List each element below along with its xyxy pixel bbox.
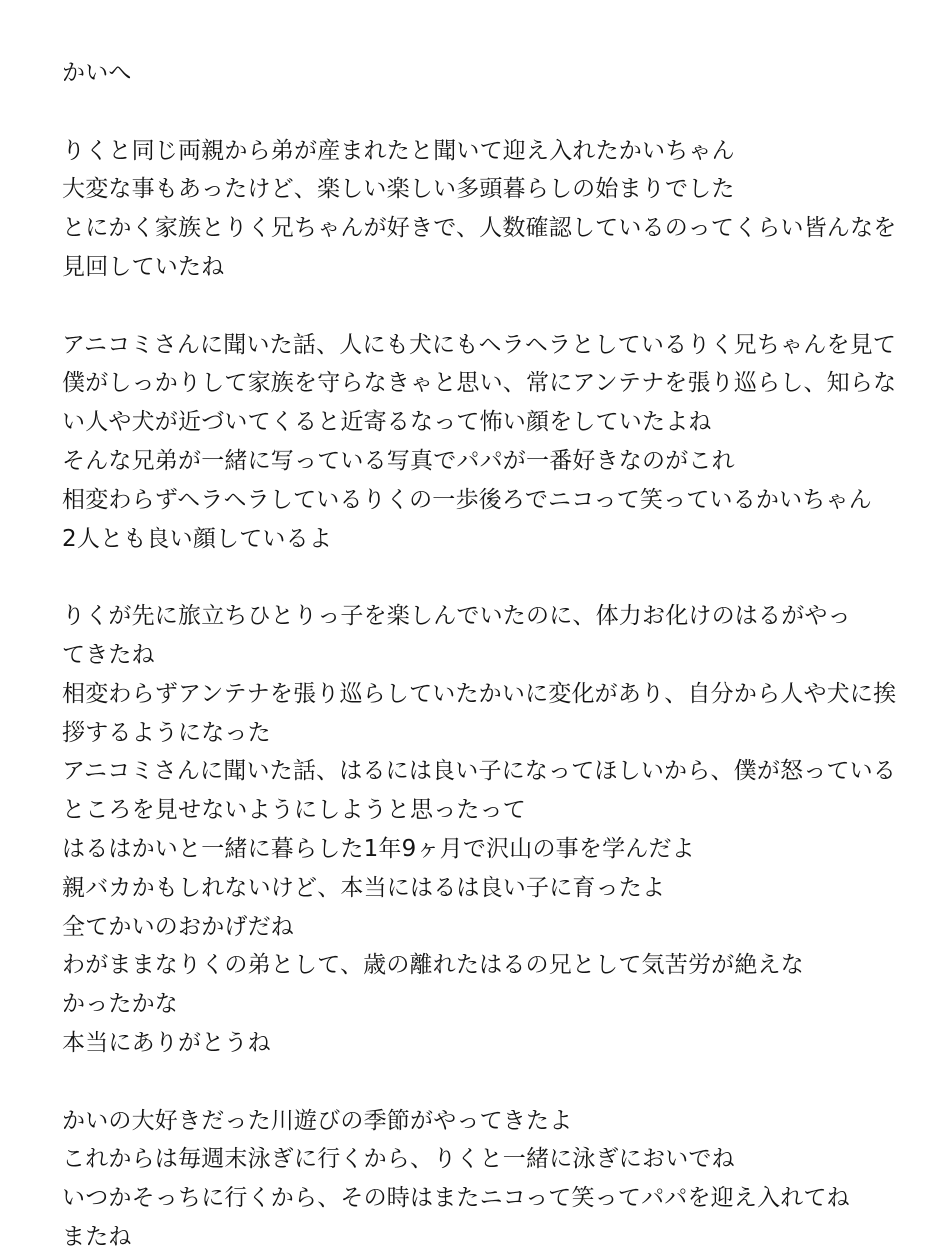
text-line: かいの大好きだった川遊びの季節がやってきたよ [62, 1107, 573, 1134]
paragraph-break [62, 93, 922, 132]
text-line: わがままなりくの弟として、歳の離れたはるの兄として気苦労が絶えな [62, 952, 804, 979]
text-line: かったかな [62, 991, 178, 1018]
text-line: はるはかいと一緒に暮らした1年9ヶ月で沢山の事を学んだよ [62, 835, 695, 862]
text-line: これからは毎週末泳ぎに行くから、りくと一緒に泳ぎにおいでね [62, 1146, 735, 1173]
text-line: 相変わらずヘラヘラしているりくの一歩後ろでニコって笑っているかいちゃん [62, 486, 872, 513]
text-line: そんな兄弟が一緒に写っている写真でパパが一番好きなのがこれ [62, 447, 735, 474]
text-line: アニコミさんに聞いた話、はるには良い子になってほしいから、僕が怒っている [62, 758, 897, 785]
text-line: とにかく家族とりく兄ちゃんが好きで、人数確認しているのってくらい皆んなを [62, 215, 897, 242]
text-line: りくが先に旅立ちひとりっ子を楽しんでいたのに、体力お化けのはるがやっ [62, 603, 851, 630]
paragraph-break [62, 558, 922, 597]
paragraph-1 [62, 132, 922, 287]
letter-greeting: かいへ [62, 60, 132, 86]
letter-text [62, 54, 922, 1257]
text-line: ところを見せないようにしようと思ったって [62, 797, 526, 824]
text-line: い人や犬が近づいてくると近寄るなって怖い顔をしていたよね [62, 409, 712, 436]
text-line: てきたね [62, 641, 155, 668]
text-line: またね [62, 1223, 132, 1250]
paragraph-break [62, 1063, 922, 1102]
paragraph-3 [62, 597, 922, 1063]
text-line: 親バカかもしれないけど、本当にはるは良い子に育ったよ [62, 874, 666, 901]
text-line: 全てかいのおかげだね [62, 913, 294, 940]
text-line: 相変わらずアンテナを張り巡らしていたかいに変化があり、自分から人や犬に挨 [62, 680, 897, 707]
text-line: 大変な事もあったけど、楽しい楽しい多頭暮らしの始まりでした [62, 176, 735, 203]
text-line: アニコミさんに聞いた話、人にも犬にもヘラヘラとしているりく兄ちゃんを見て [62, 331, 897, 358]
text-line: 見回していたね [62, 253, 225, 280]
text-line: いつかそっちに行くから、その時はまたニコって笑ってパパを迎え入れてね [62, 1185, 850, 1212]
text-line: 僕がしっかりして家族を守らなきゃと思い、常にアンテナを張り巡らし、知らな [62, 370, 897, 397]
text-line: 本当にありがとうね [62, 1029, 271, 1056]
paragraph-4 [62, 1102, 922, 1257]
paragraph-break [62, 287, 922, 326]
text-line: 2人とも良い顔しているよ [62, 525, 333, 552]
text-line: りくと同じ両親から弟が産まれたと聞いて迎え入れたかいちゃん [62, 137, 735, 164]
paragraph-2 [62, 326, 922, 559]
text-line: 拶するようになった [62, 719, 271, 746]
